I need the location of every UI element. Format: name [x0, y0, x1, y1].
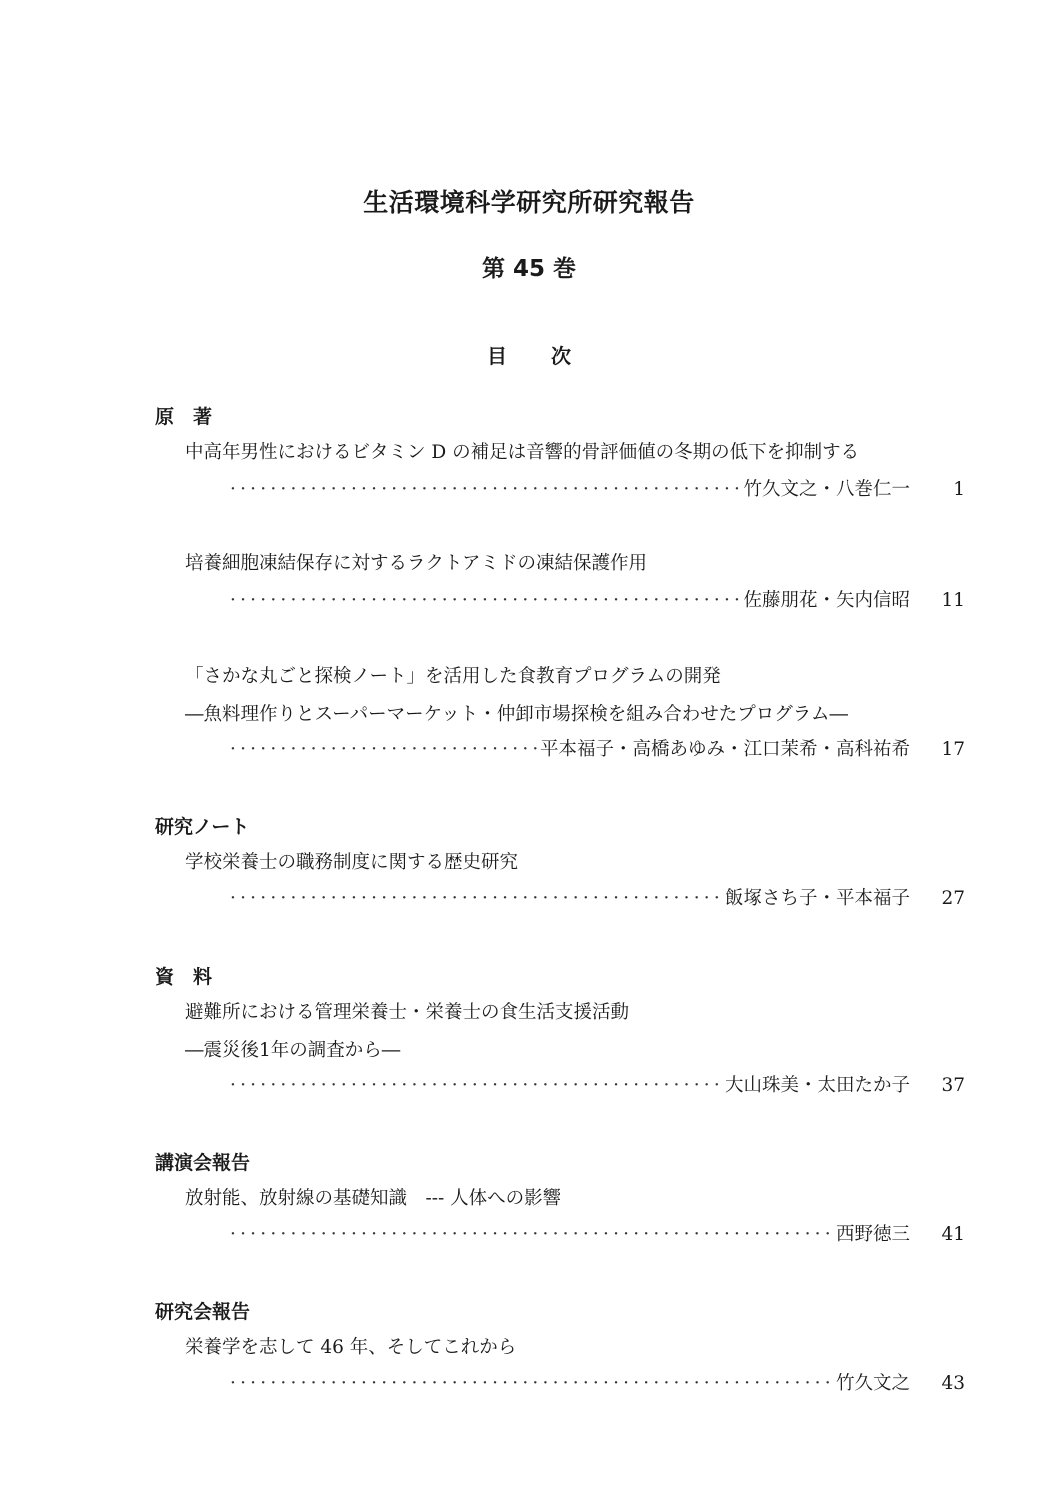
page-number[interactable]: 11 [941, 590, 965, 611]
author-line [230, 1221, 910, 1249]
journal-title: 生活環境科学研究所研究報告 [363, 188, 695, 217]
page-number[interactable]: 27 [941, 888, 965, 909]
authors: 佐藤朋花・矢内信昭 [743, 590, 910, 611]
author-line [230, 587, 910, 615]
page-number[interactable]: 37 [941, 1075, 965, 1096]
entry-title[interactable]: 培養細胞凍結保存に対するラクトアミドの凍結保護作用 [185, 553, 647, 574]
section-heading-lecture-report: 講演会報告 [155, 1152, 251, 1174]
page-number[interactable]: 1 [953, 479, 965, 500]
leader-dots [230, 736, 540, 764]
entry-title[interactable]: 中高年男性におけるビタミン D の補足は音響的骨評価値の冬期の低下を抑制する [185, 442, 860, 463]
authors: 平本福子・高橋あゆみ・江口茉希・高科祐希 [539, 739, 910, 760]
section-heading-workshop-report: 研究会報告 [155, 1301, 251, 1323]
entry-title[interactable]: 放射能、放射線の基礎知識 --- 人体への影響 [185, 1188, 562, 1209]
leader-dots [230, 1072, 725, 1100]
author-line [230, 1370, 910, 1398]
authors: 大山珠美・太田たか子 [724, 1075, 910, 1096]
page-number[interactable]: 43 [941, 1373, 965, 1394]
author-line [230, 1072, 910, 1100]
entry-title[interactable]: 「さかな丸ごと探検ノート」を活用した食教育プログラムの開発 [185, 666, 721, 687]
leader-dots [230, 1370, 836, 1398]
page-number[interactable]: 41 [941, 1224, 965, 1245]
entry-subtitle: ―魚料理作りとスーパーマーケット・仲卸市場探検を組み合わせたプログラム― [185, 704, 849, 725]
section-heading-research-notes: 研究ノート [155, 816, 250, 838]
authors: 西野徳三 [835, 1224, 910, 1245]
section-heading-original-articles: 原 著 [155, 406, 213, 428]
authors: 飯塚さち子・平本福子 [724, 888, 910, 909]
entry-title[interactable]: 学校栄養士の職務制度に関する歴史研究 [185, 852, 519, 873]
volume-number: 第 45 巻 [481, 256, 577, 282]
leader-dots [230, 476, 743, 504]
page-number[interactable]: 17 [941, 739, 965, 760]
author-line [230, 476, 910, 504]
author-line [230, 736, 910, 764]
entry-title[interactable]: 栄養学を志して 46 年、そしてこれから [185, 1337, 517, 1358]
authors: 竹久文之・八巻仁一 [743, 479, 910, 500]
leader-dots [230, 1221, 836, 1249]
author-line [230, 885, 910, 913]
section-heading-materials: 資 料 [155, 966, 213, 988]
authors: 竹久文之 [835, 1373, 910, 1394]
entry-title[interactable]: 避難所における管理栄養士・栄養士の食生活支援活動 [185, 1002, 630, 1023]
entry-subtitle: ―震災後1年の調査から― [185, 1040, 401, 1061]
toc-heading: 目次 [487, 344, 615, 368]
leader-dots [230, 587, 743, 615]
leader-dots [230, 885, 725, 913]
